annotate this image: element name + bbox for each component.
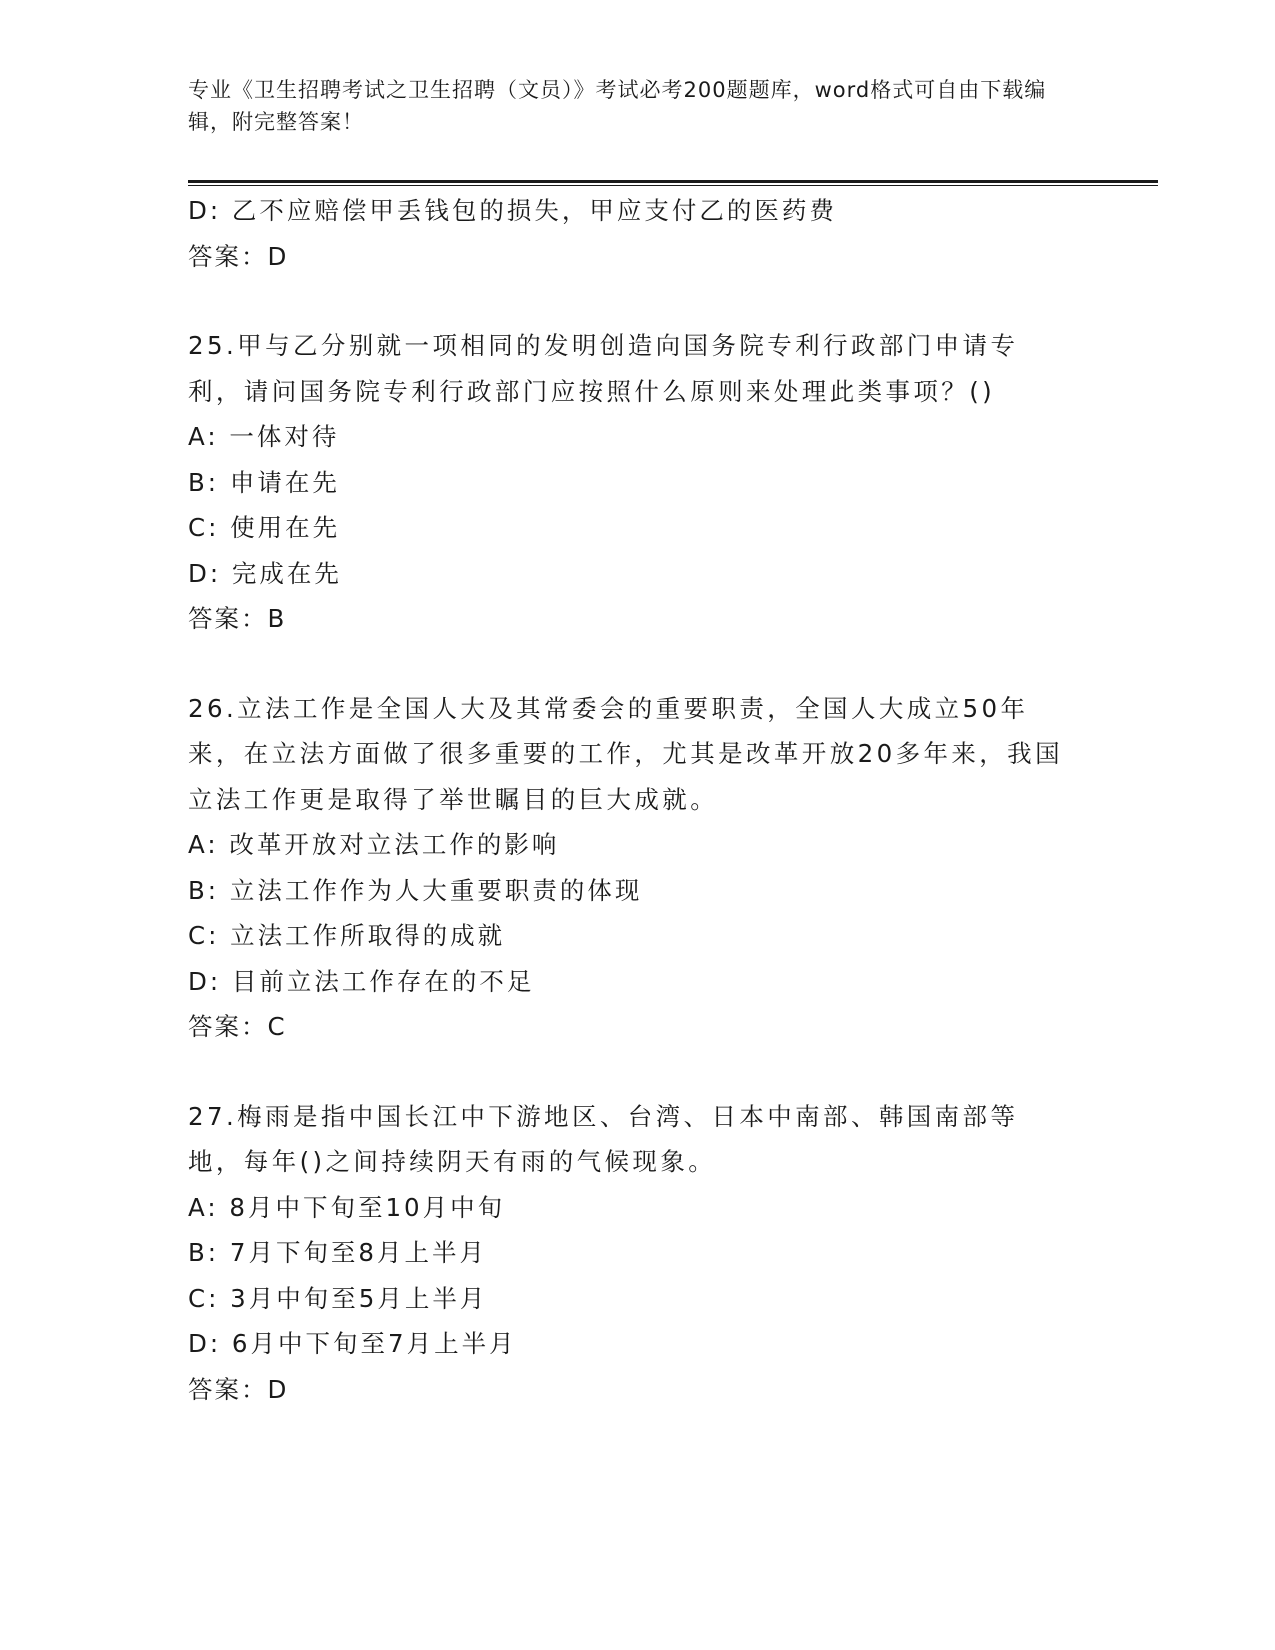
spacer	[188, 279, 1078, 323]
question-stem: 27.梅雨是指中国长江中下游地区、台湾、日本中南部、韩国南部等地，每年()之间持续阴天有雨的气候现象。	[188, 1101, 1019, 1176]
spacer	[188, 642, 1078, 686]
option-c: C: 使用在先	[188, 513, 341, 542]
answer: 答案：C	[188, 1012, 287, 1041]
option-d: D: 6月中下旬至7月上半月	[188, 1329, 517, 1358]
header-rule-thin	[188, 185, 1158, 186]
answer: 答案：D	[188, 1374, 289, 1404]
option-b: B: 申请在先	[188, 467, 340, 497]
question-26	[188, 686, 1078, 1050]
question-stem: 26.立法工作是全国人大及其常委会的重要职责，全国人大成立50年来，在立法方面做了很多重要的工作，尤其是改革开放20多年来，我国立法工作更是取得了举世瞩目的巨大成就。	[188, 693, 1063, 814]
option-a: A: 一体对待	[188, 422, 340, 451]
option-c: C: 立法工作所取得的成就	[188, 921, 506, 950]
option-d: D: 目前立法工作存在的不足	[188, 966, 535, 996]
carryover-answer: 答案：D	[188, 241, 289, 271]
question-25	[188, 323, 1078, 642]
option-b: B: 7月下旬至8月上半月	[188, 1238, 488, 1267]
answer: 答案：B	[188, 604, 287, 633]
page-header: 专业《卫生招聘考试之卫生招聘（文员）》考试必考200题题库，word格式可自由下载编辑，附完整答案！	[188, 78, 1047, 134]
spacer	[188, 1050, 1078, 1094]
option-b: B: 立法工作作为人大重要职责的体现	[188, 875, 643, 905]
question-stem: 25.甲与乙分别就一项相同的发明创造向国务院专利行政部门申请专利，请问国务院专利行政部门应按照什么原则来处理此类事项？()	[188, 331, 1019, 406]
question-27	[188, 1094, 1078, 1413]
option-a: A: 改革开放对立法工作的影响	[188, 830, 560, 859]
option-d: D: 完成在先	[188, 558, 342, 588]
carryover-option-d: D: 乙不应赔偿甲丢钱包的损失，甲应支付乙的医药费	[188, 196, 837, 225]
question-list	[188, 188, 1078, 1412]
option-c: C: 3月中旬至5月上半月	[188, 1283, 488, 1313]
header-rule-thick	[188, 180, 1158, 183]
option-a: A: 8月中下旬至10月中旬	[188, 1192, 506, 1222]
